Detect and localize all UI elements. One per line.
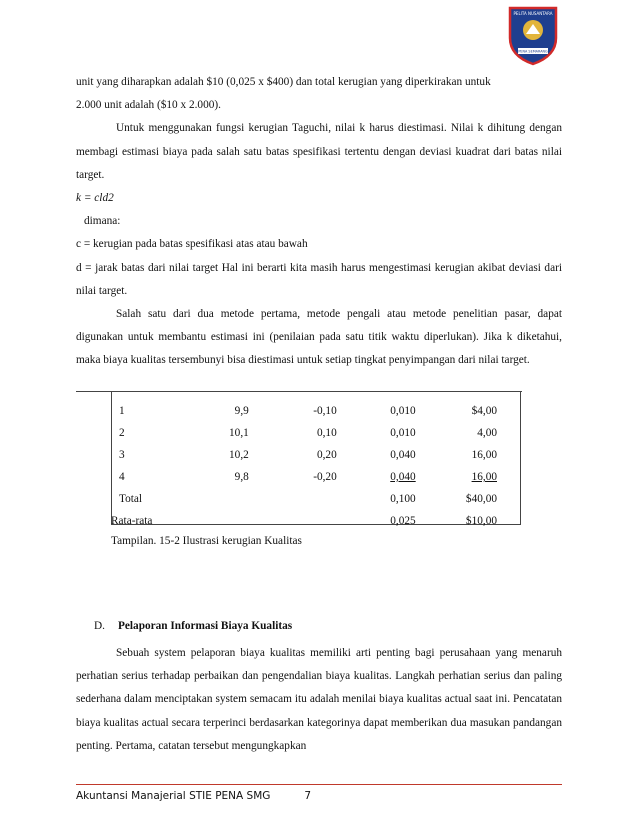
definition-c: c = kerugian pada batas spesifikasi atas atau bawah: [76, 238, 308, 251]
table-cell: 10,1: [229, 427, 249, 439]
section-title: Pelaporan Informasi Biaya Kualitas: [118, 620, 293, 632]
table-cell: 0,010: [390, 427, 416, 439]
total-cost: $40,00: [465, 493, 497, 505]
table-cell: 16,00: [471, 471, 497, 483]
logo-label: PELITA NUSANTARA: [513, 11, 553, 16]
formula: k = cld2: [76, 192, 114, 205]
body-text: [76, 71, 562, 373]
table-caption: Tampilan. 15-2 Ilustrasi kerugian Kualitas: [111, 535, 302, 547]
section-heading: [94, 620, 292, 632]
paragraph-3: Salah satu dari dua metode pertama, metode pengali atau metode penelitian pasar, dapat digunakan untuk membantu estimasi ini (penilaian pada satu titik waktu diperlukan). Jika k diketahui, maka biaya kualitas tersembunyi bisa diestimasi untuk setiap tingkat penyimpangan dari nilai target.: [76, 308, 562, 367]
average-cost: $10,00: [465, 515, 497, 527]
table-cell: 3: [119, 449, 125, 461]
total-squared-deviation: 0,100: [390, 493, 416, 505]
table-cell: -0,10: [313, 405, 337, 417]
table-cell: 9,9: [234, 405, 249, 417]
paragraph-1-line-1: unit yang diharapkan adalah $10 (0,025 x $400) dan total kerugian yang diperkirakan untuk: [76, 76, 491, 88]
institution-logo: [502, 4, 564, 66]
table-cell: 0,20: [316, 449, 337, 461]
table-cell: 10,2: [229, 449, 249, 461]
paragraph-2: Untuk menggunakan fungsi kerugian Taguchi, nilai k harus diestimasi. Nilai k dihitung dengan membagi estimasi biaya pada salah satu batas spesifikasi tertentu dengan deviasi kuadrat dari batas nilai target.: [76, 122, 562, 181]
footer: [76, 790, 311, 802]
definition-d: d = jarak batas dari nilai target Hal ini berarti kita masih harus mengestimasi kerugian akibat deviasi dari nilai target.: [76, 261, 562, 297]
quality-loss-table: [111, 400, 521, 532]
table-cell: 2: [119, 427, 125, 439]
table-average-row: [111, 510, 521, 532]
table-cell: 4: [119, 471, 125, 483]
section-letter: D.: [94, 620, 105, 632]
table-cell: 0,10: [316, 427, 337, 439]
section-paragraph: Sebuah system pelaporan biaya kualitas memiliki arti penting bagi perusahaan yang menaruh perhatian serius terhadap perbaikan dan pengendalian biaya kualitas. Langkah perhatian serius dan paling sederhana dalam menciptakan system semacam itu adalah menilai biaya kualitas actual saat ini. Pencatatan biaya kualitas actual secara terperinci berdasarkan kategorinya dapat memberikan dua masukan pandangan penting. Pertama, catatan tersebut mengungkapkan: [76, 647, 562, 752]
average-squared-deviation: 0,025: [390, 515, 416, 527]
table-row: [111, 444, 521, 466]
table-cell: 9,8: [234, 471, 249, 483]
average-label: Rata-rata: [111, 515, 153, 527]
table-cell: 16,00: [471, 449, 497, 461]
table-cell: 1: [119, 405, 125, 417]
total-label: Total: [119, 493, 143, 505]
table-cell: 0,040: [390, 449, 416, 461]
table-cell: $4,00: [471, 405, 497, 417]
footer-title: Akuntansi Manajerial STIE PENA SMG: [76, 790, 271, 802]
footer-rule: [76, 784, 562, 785]
page-number: 7: [304, 790, 312, 802]
table-cell: 4,00: [477, 427, 497, 439]
paragraph-1-line-2: 2.000 unit adalah ($10 x 2.000).: [76, 99, 221, 112]
table-total-row: [111, 488, 521, 510]
table-row: [111, 422, 521, 444]
table-cell: 0,010: [390, 405, 416, 417]
table-cell: -0,20: [313, 471, 337, 483]
where-label: dimana:: [84, 215, 121, 228]
table-row: [111, 466, 521, 488]
logo-banner: PENA SEMARANG: [518, 49, 548, 54]
table-row: [111, 400, 521, 422]
table-cell: 0,040: [390, 471, 416, 483]
section-body: [76, 642, 562, 758]
